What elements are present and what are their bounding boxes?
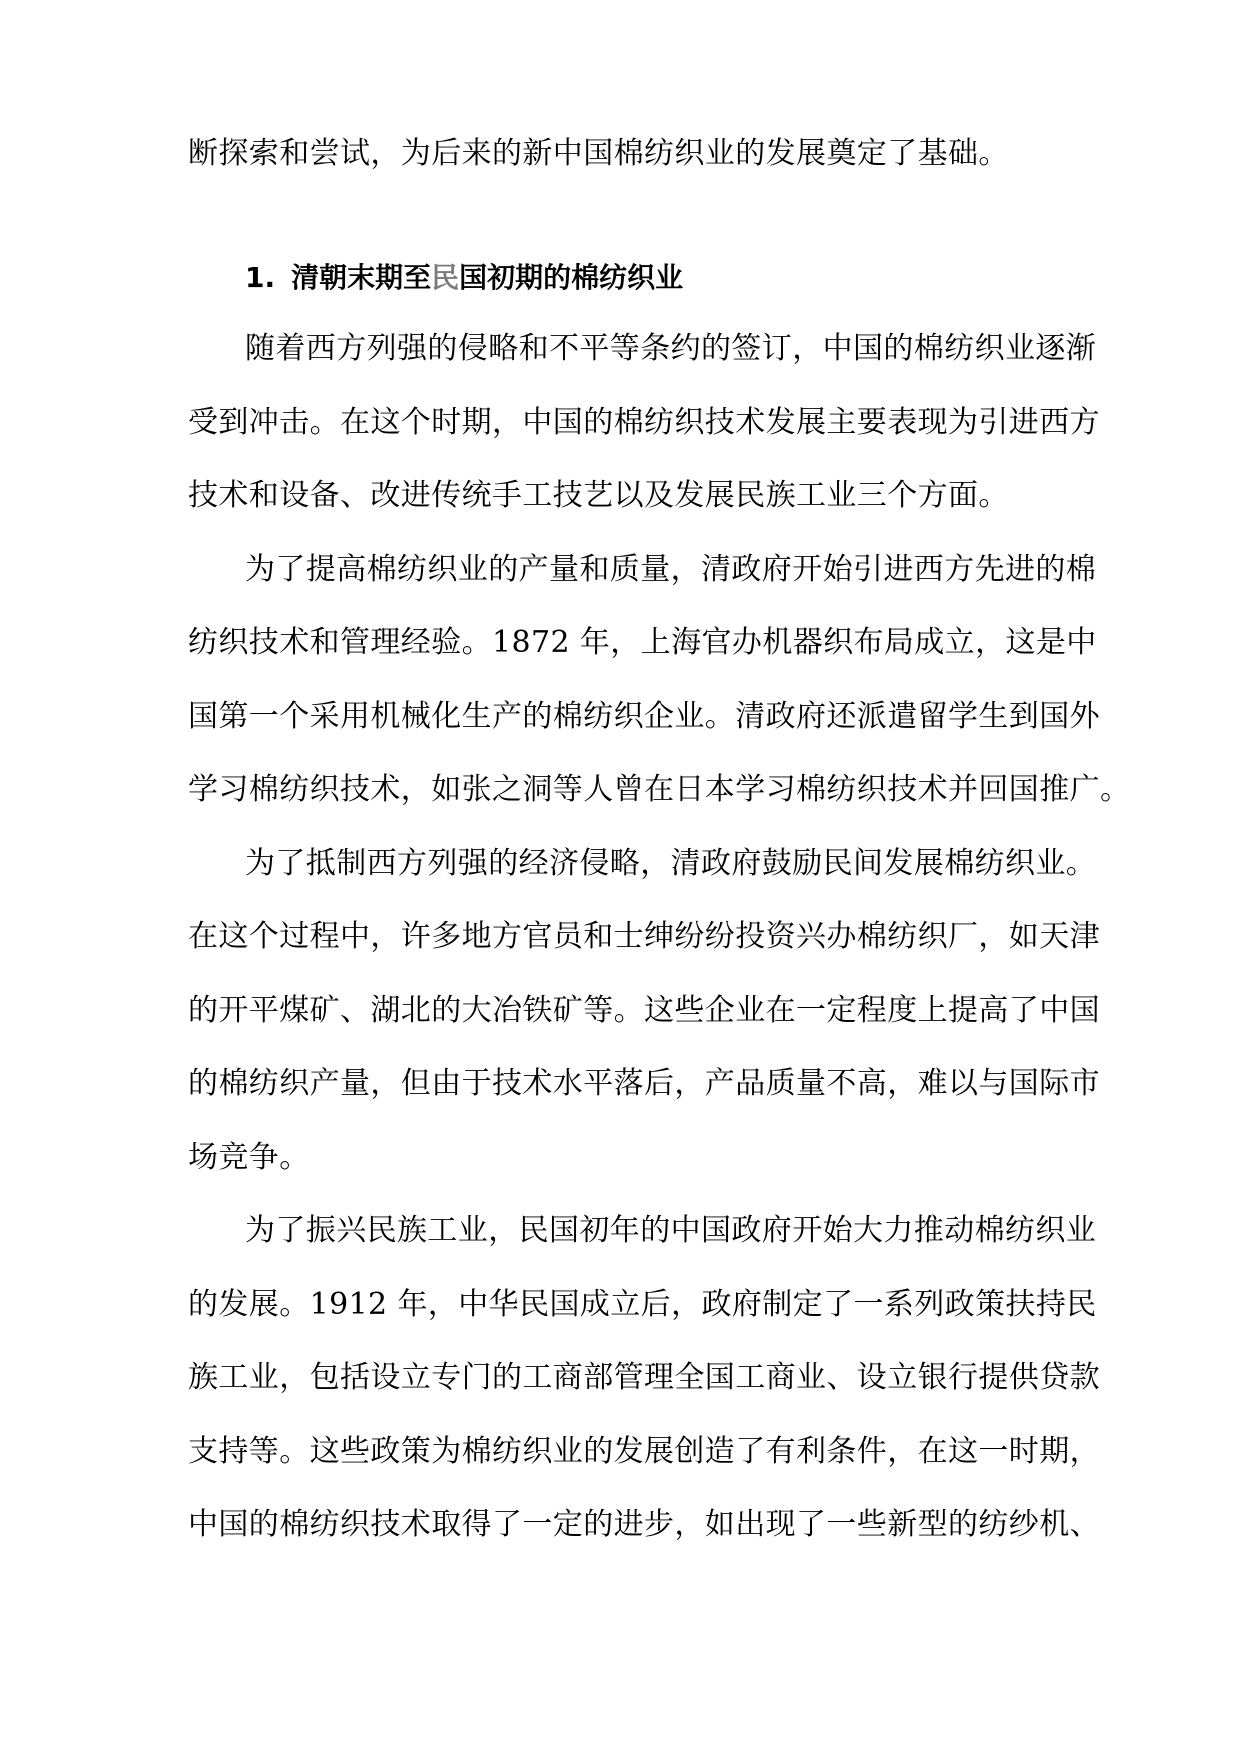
- body-line-15: 族工业，包括设立专门的工商部管理全国工商业、设立银行提供贷款: [188, 1360, 1100, 1395]
- body-line-6: 国第一个采用机械化生产的棉纺织企业。清政府还派遣留学生到国外: [188, 699, 1100, 734]
- section-title-part-2: 国初期的棉纺织业: [459, 261, 684, 294]
- body-line-4: 为了提高棉纺织业的产量和质量，清政府开始引进西方先进的棉: [245, 552, 1097, 587]
- intro-line: 断探索和尝试，为后来的新中国棉纺织业的发展奠定了基础。: [188, 136, 1009, 171]
- body-line-13: 为了振兴民族工业，民国初年的中国政府开始大力推动棉纺织业: [245, 1213, 1097, 1248]
- body-line-11: 的棉纺织产量，但由于技术水平落后，产品质量不高，难以与国际市: [188, 1066, 1100, 1101]
- body-line-17: 中国的棉纺织技术取得了一定的进步，如出现了一些新型的纺纱机、: [188, 1507, 1100, 1542]
- body-line-9: 在这个过程中，许多地方官员和士绅纷纷投资兴办棉纺织厂，如天津: [188, 919, 1100, 954]
- body-line-12: 场竞争。: [188, 1140, 310, 1175]
- body-line-1: 随着西方列强的侵略和不平等条约的签订，中国的棉纺织业逐渐: [245, 331, 1097, 366]
- body-line-10: 的开平煤矿、湖北的大冶铁矿等。这些企业在一定程度上提高了中国: [188, 993, 1100, 1028]
- section-title-part-1: 清朝末期至: [291, 261, 432, 294]
- body-line-2: 受到冲击。在这个时期，中国的棉纺织技术发展主要表现为引进西方: [188, 405, 1100, 440]
- body-line-7: 学习棉纺织技术，如张之洞等人曾在日本学习棉纺织技术并回国推广。: [188, 772, 1131, 807]
- section-heading: [245, 258, 683, 298]
- body-line-3: 技术和设备、改进传统手工技艺以及发展民族工业三个方面。: [188, 478, 1009, 513]
- body-line-8: 为了抵制西方列强的经济侵略，清政府鼓励民间发展棉纺织业。: [245, 846, 1097, 881]
- section-number: 1.: [245, 261, 276, 294]
- body-line-16: 支持等。这些政策为棉纺织业的发展创造了有利条件，在这一时期，: [188, 1434, 1100, 1469]
- body-line-14: 的发展。1912 年，中华民国成立后，政府制定了一系列政策扶持民: [188, 1287, 1097, 1322]
- section-title-highlighted-char: 民: [431, 261, 460, 294]
- body-line-5: 纺织技术和管理经验。1872 年，上海官办机器织布局成立，这是中: [188, 625, 1097, 660]
